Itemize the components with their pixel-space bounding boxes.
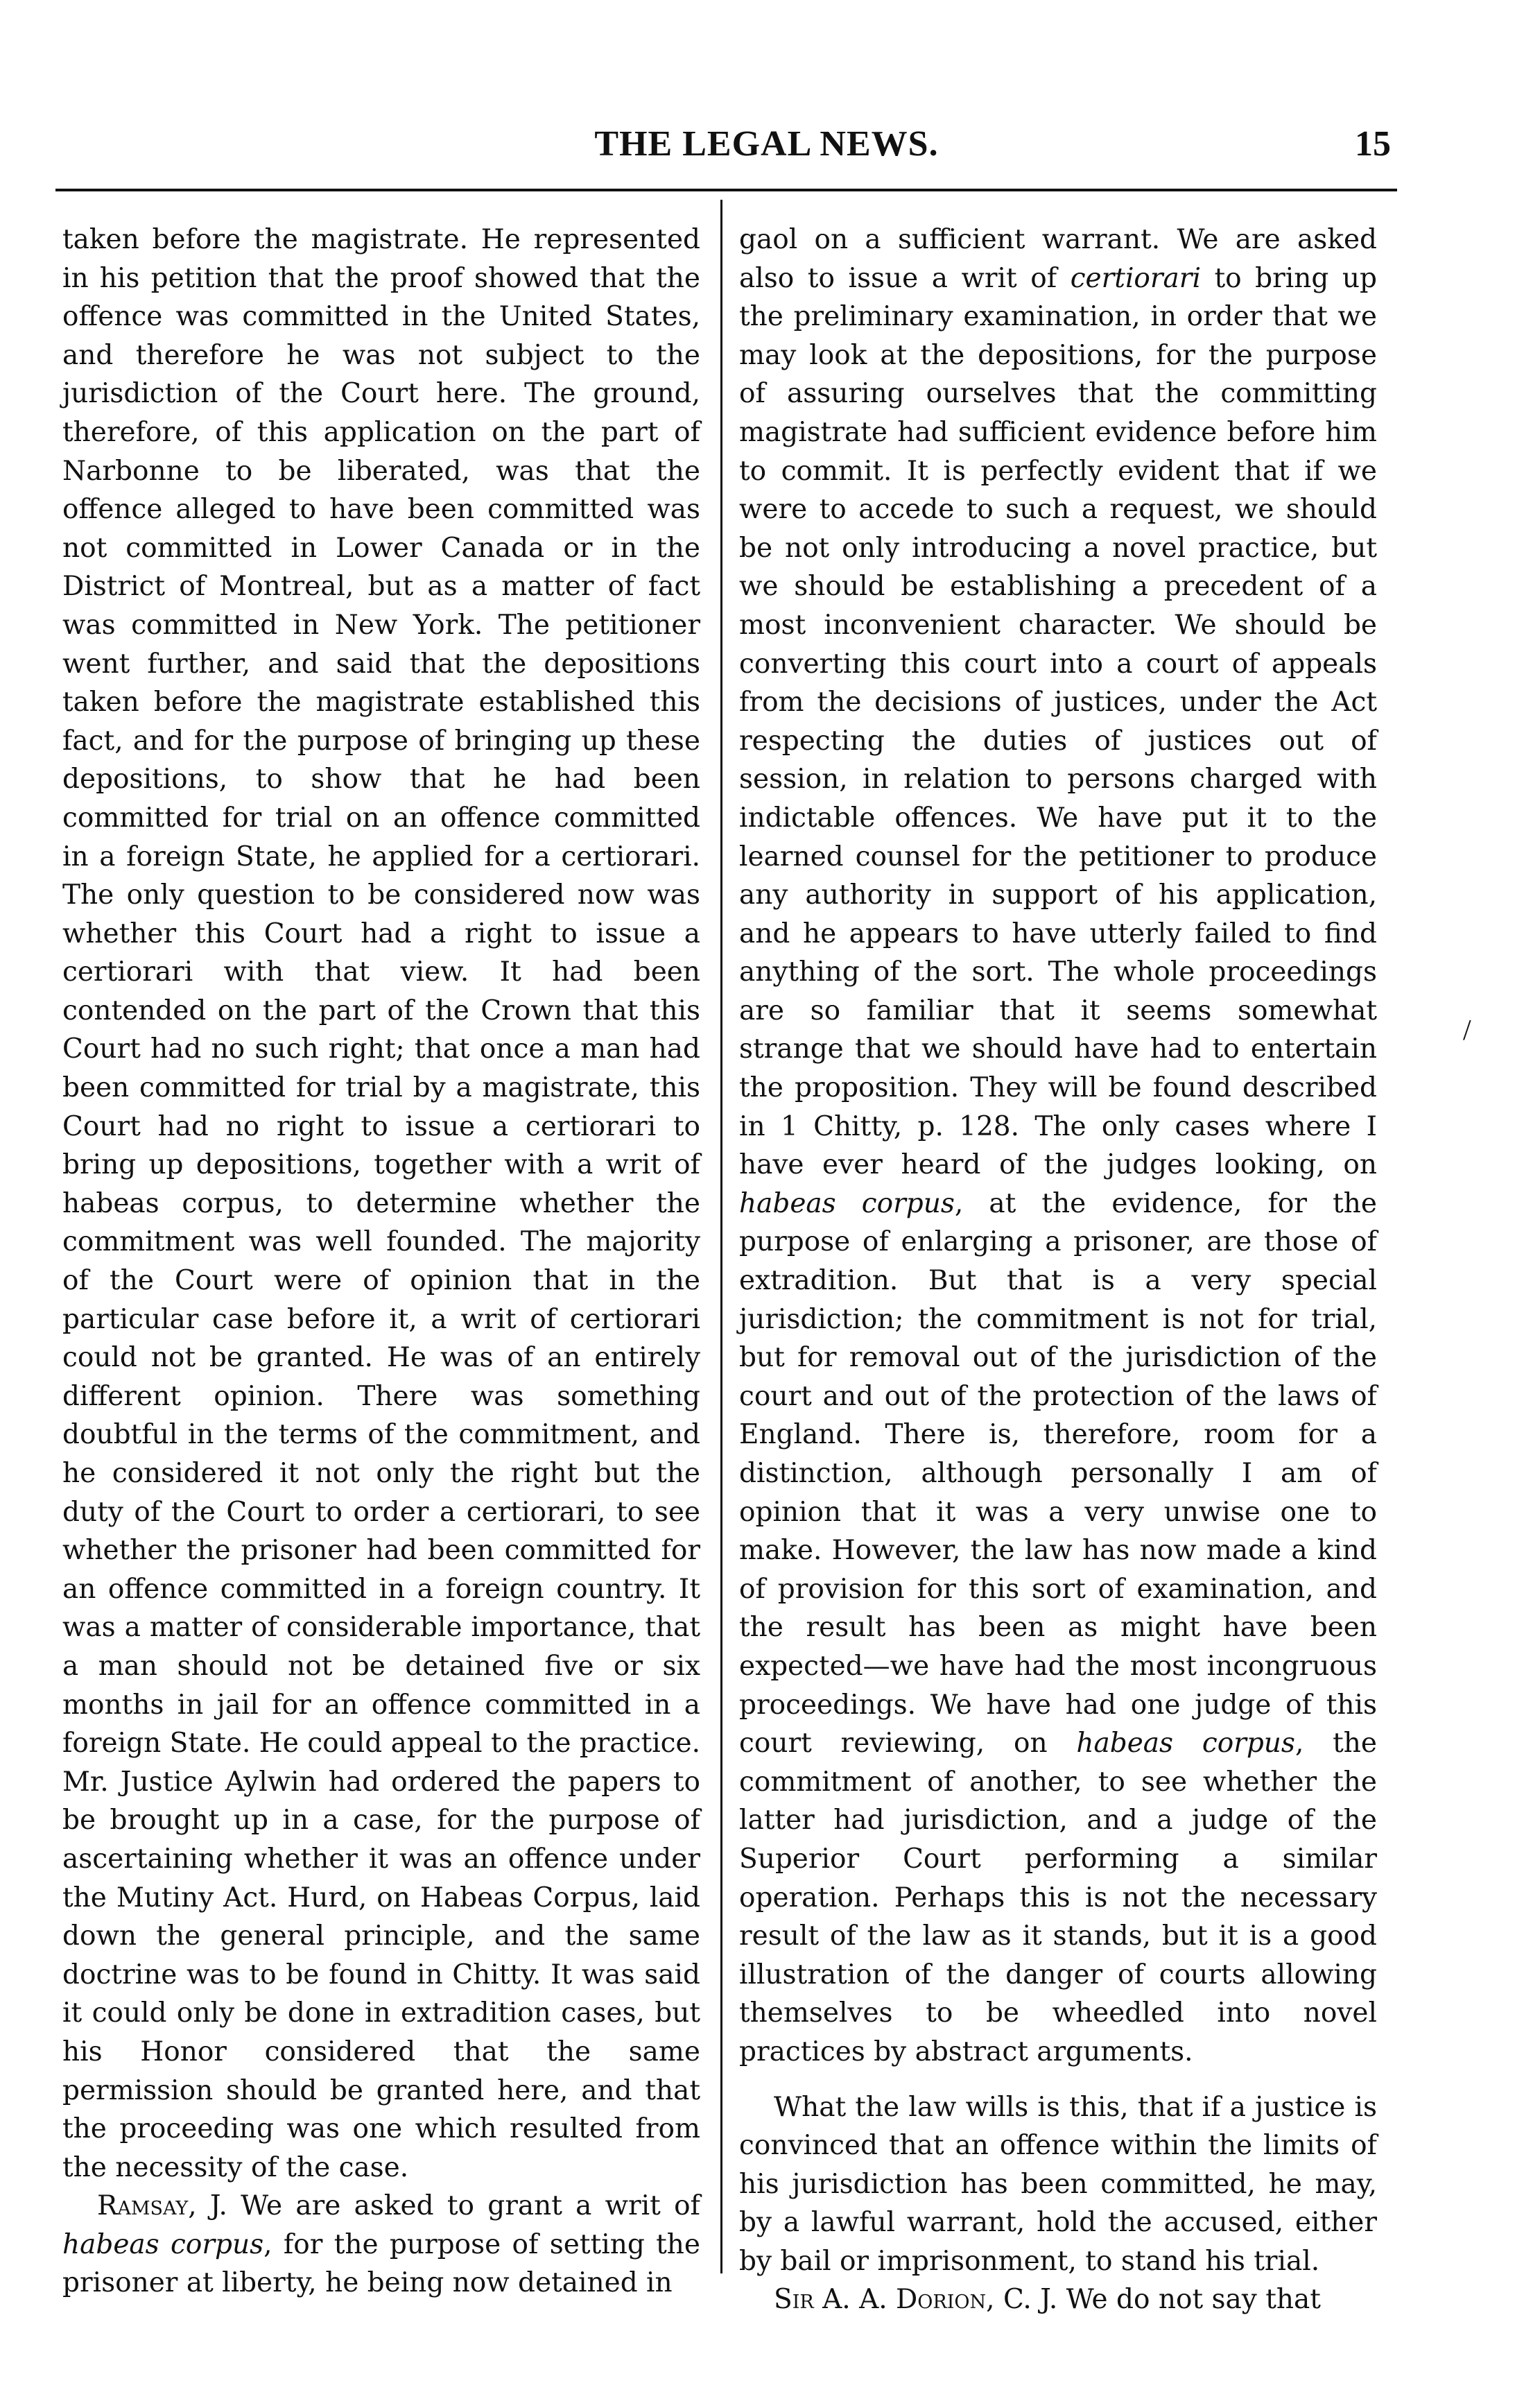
judge-name-ramsay: Ramsay, J. (97, 2190, 227, 2222)
margin-mark: / (1463, 1015, 1471, 1047)
page-number: 15 (1355, 124, 1391, 164)
right-paragraph-1-part-c: , at the evidence, for the purpose of enlarging a prisoner, are those of extradition. But that is a very special jurisdiction; the commitment is not for trial, but for removal out of the jurisdiction of the court and out of the protection of the laws of England. There is, therefore, room for a distinction, although personally I am of opinion that it was a very unwise one to make. However, the law has now made a kind of provision for this sort of examination, and the result has been as might have been expected—we have had the most incongruous proceedings. We have had one judge of this court reviewing, on (739, 1187, 1378, 1760)
left-column (62, 221, 700, 2303)
left-paragraph-2 (62, 2187, 700, 2303)
column-divider (720, 200, 722, 2273)
running-title: THE LEGAL NEWS. (594, 124, 939, 164)
right-paragraph-1-italic-certiorari: certiorari (1070, 262, 1201, 294)
left-paragraph-2-text: We are asked to grant a writ of (241, 2190, 700, 2222)
right-paragraph-1-part-d: , the commitment of another, to see whether the latter had jurisdiction, and a judge of the Superior Court performing a similar operation. Perhaps this is not the necessary result of the law as it stands, but it is a good illustration of the danger of courts allowing themselves to be wheedled into novel practices by abstract arguments. (739, 1728, 1377, 2067)
right-column (739, 221, 1377, 2319)
left-paragraph-2-italic: habeas corpus (62, 2228, 264, 2260)
right-paragraph-2: What the law wills is this, that if a justice is convinced that an offence within the limits of his jurisdiction has been committed, he may, by a lawful warrant, hold the accused, either by bail or imprisonment, to stand his trial. (739, 2091, 1377, 2277)
right-paragraph-1 (739, 221, 1377, 2072)
right-paragraph-1-part-b: to bring up the preliminary examination, in order that we may look at the depositions, for the purpose of assuring ourselves that the committing magistrate had sufficient evidence before him to commit. It is perfectly evident that if we were to accede to such a request, we should be not only introducing a novel practice, but we should be establishing a precedent of a most inconvenient character. We should be converting this court into a court of appeals from the decisions of justices, under the Act respecting the duties of justices out of session, in relation to persons charged with indictable offences. We have put it to the learned counsel for the petitioner to produce any authority in support of his application, and he appears to have utterly failed to find anything of the sort. The whole proceedings are so familiar that it seems somewhat strange that we should have had to entertain the proposition. They will be found described in 1 Chitty, p. 128. The only cases where I have ever heard of the judges looking, on (739, 262, 1377, 1181)
left-paragraph-1: taken before the magistrate. He represented in his petition that the proof showed that the offence was committed in the United States, and therefore he was not subject to the jurisdiction of the Court here. The ground, therefore, of this application on the part of Narbonne to be liberated, was that the offence alleged to have been committed was not committed in Lower Canada or in the District of Montreal, but as a matter of fact was committed in New York. The petitioner went further, and said that the depositions taken before the magistrate established this fact, and for the purpose of bringing up these depositions, to show that he had been committed for trial on an offence committed in a foreign State, he applied for a certiorari. The only question to be considered now was whether this Court had a right to issue a certiorari with that view. It had been contended on the part of the Crown that this Court had no such right; that once a man had been committed for trial by a magistrate, this Court had no right to issue a certiorari to bring up depositions, together with a writ of habeas corpus, to determine whether the commitment was well founded. The majority of the Court were of opinion that in the particular case before it, a writ of certiorari could not be granted. He was of an entirely different opinion. There was something doubtful in the terms of the commitment, and he considered it not only the right but the duty of the Court to order a certiorari, to see whether the prisoner had been committed for an offence committed in a foreign country. It was a matter of considerable importance, that a man should not be detained five or six months in jail for an offence committed in a foreign State. He could appeal to the practice. Mr. Justice Aylwin had ordered the papers to be brought up in a case, for the purpose of ascertaining whether it was an offence under the Mutiny Act. Hurd, on Habeas Corpus, laid down the general principle, and the same doctrine was to be found in Chitty. It was said it could only be done in extradition cases, but his Honor considered that the same permission should be granted here, and that the proceeding was one which resulted from the necessity of the case. (62, 224, 700, 2183)
right-paragraph-1-italic-habeas-1: habeas corpus (739, 1187, 955, 1219)
judge-name-dorion: Sir A. A. Dorion, C. J. (774, 2284, 1058, 2316)
right-paragraph-1-italic-habeas-2: habeas corpus (1076, 1728, 1295, 1760)
right-paragraph-3 (739, 2280, 1377, 2319)
right-paragraph-3-text: We do not say that (1066, 2284, 1321, 2316)
right-paragraph-1-part-a: gaol on a sufficient warrant. We are asked also to issue a writ of (739, 224, 1377, 294)
left-paragraph-2-rest: , for the purpose of setting the prisoner at liberty, he being now detained in (62, 2228, 700, 2299)
header-rule (55, 189, 1397, 191)
